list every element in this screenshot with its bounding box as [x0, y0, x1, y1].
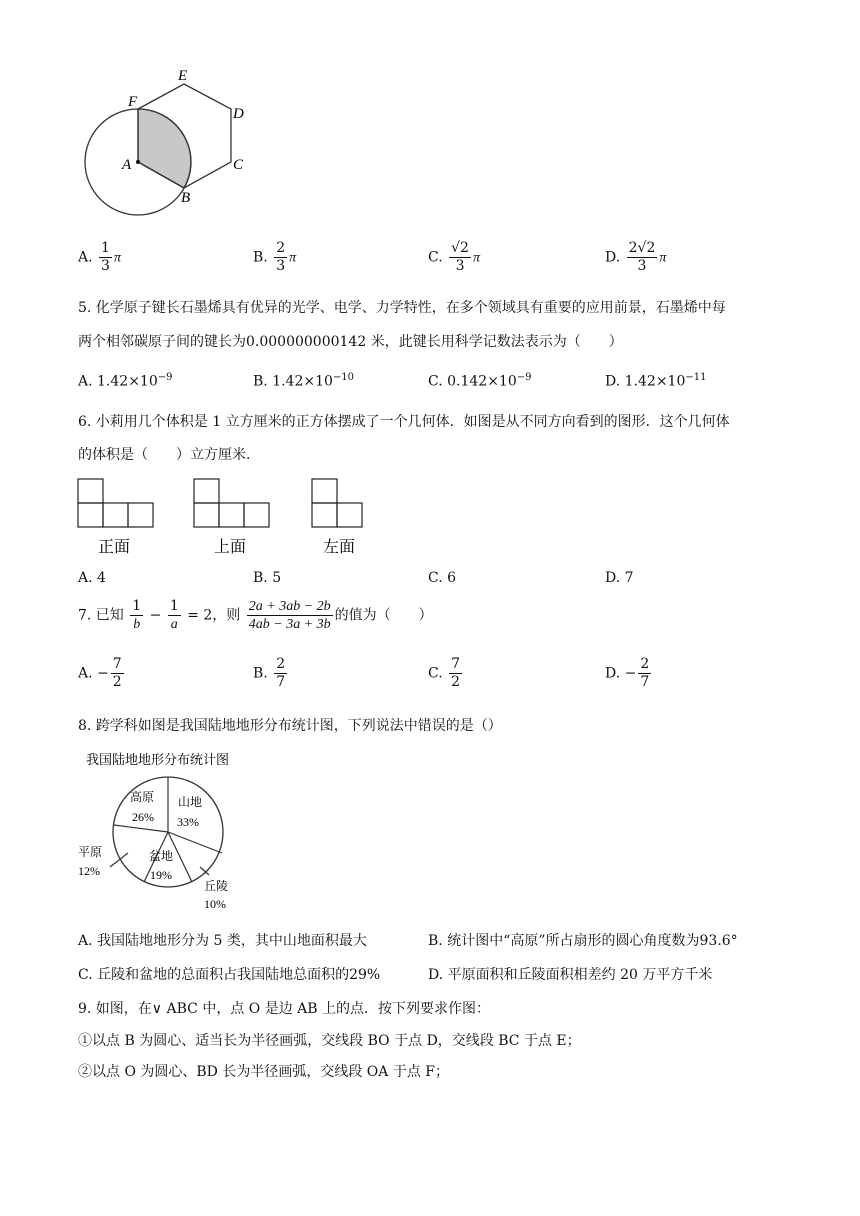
terrain-pie-figure [76, 750, 276, 912]
q6-option-c: C. 6 [428, 570, 457, 586]
q6-option-d: D. 7 [605, 570, 634, 586]
view-top-label: 上面 [214, 539, 247, 556]
q4-option-c: C. $\frac{√2}{3}$ π [428, 240, 480, 274]
q7-option-a: A. − $\frac{7}{2}$ [78, 656, 122, 690]
q8-option-d: D. 平原面积和丘陵面积相差约 20 万平方千米 [428, 967, 713, 983]
q4-option-d: D. $\frac{2√2}{3}$ π [605, 240, 667, 274]
q7-option-c: C. $\frac{7}{2}$ [428, 656, 461, 690]
q5-line1: 5. 化学原子键长石墨烯具有优异的光学、电学、力学特性，在多个领域具有重要的应用前景，石墨烯中每 [78, 300, 726, 316]
pie-label-plain: 平原 [78, 845, 103, 859]
q7-option-d: D. − $\frac{2}{7}$ [605, 656, 650, 690]
q8-option-b: B. 统计图中“高原”所占扇形的圆心角度数为93.6° [428, 933, 738, 949]
q5-option-a: A. $1.42\times 10^{-9}$ [78, 372, 173, 390]
q6-option-a: A. 4 [78, 570, 106, 586]
label-A: A [122, 157, 132, 173]
q6-line1: 6. 小莉用几个体积是 1 立方厘米的正方体摆成了一个几何体．如图是从不同方向看到的图形．这个几何体 [78, 414, 730, 430]
q5-option-c: C. $0.142\times 10^{-9}$ [428, 372, 532, 390]
q8-option-a: A. 我国陆地地形分为 5 类，其中山地面积最大 [78, 933, 367, 949]
pie-title: 我国陆地地形分布统计图 [86, 752, 230, 767]
view-left-label: 左面 [323, 539, 356, 556]
pie-pct-plain: 12% [78, 864, 100, 878]
q5-line2: 两个相邻碳原子间的键长为0.000000000142 米，此键长用科学记数法表示为（ ） [78, 334, 623, 350]
q4-option-b: B. $\frac{2}{3}$ π [253, 240, 297, 274]
q6-line2: 的体积是（ ）立方厘米． [78, 447, 260, 463]
q5-option-b: B. $1.42\times 10^{-10}$ [253, 372, 355, 390]
q4-option-a: A. $\frac{1}{3}$ π [78, 240, 121, 274]
q9-line1: 9. 如图，在∨ ABC 中，点 O 是边 AB 上的点．按下列要求作图： [78, 1001, 491, 1017]
q7-option-b: B. $\frac{2}{7}$ [253, 656, 286, 690]
label-C: C [233, 157, 244, 173]
pie-label-plateau: 高原 [130, 790, 155, 804]
pie-pct-hills: 10% [204, 897, 226, 911]
pie-pct-basin: 19% [150, 868, 172, 882]
view-front-label: 正面 [98, 539, 131, 556]
q7-stem: 7. 已知 $\frac{1}{b}$ − $\frac{1}{a}$ = 2，则 $\frac{2a + 3ab - 2b}{4ab - 3a + 3b}$ 的值为（ ） [78, 598, 433, 632]
label-D: D [233, 106, 244, 122]
q9-line3: ②以点 O 为圆心、BD 长为半径画弧，交线段 OA 于点 F； [78, 1064, 449, 1080]
pie-pct-mountain: 33% [177, 815, 199, 829]
q9-line2: ①以点 B 为圆心、适当长为半径画弧，交线段 BO 于点 D，交线段 BC 于点 E； [78, 1033, 581, 1049]
q5-option-d: D. $1.42\times 10^{-11}$ [605, 372, 707, 390]
pie-label-basin: 盆地 [149, 849, 174, 863]
three-views-figure [76, 476, 376, 558]
pie-label-mountain: 山地 [178, 795, 203, 809]
label-E: E [178, 68, 188, 84]
q6-option-b: B. 5 [253, 570, 282, 586]
pie-label-hills: 丘陵 [204, 879, 229, 893]
q8-option-c: C. 丘陵和盆地的总面积占我国陆地总面积的29% [78, 967, 381, 983]
q8-stem: 8. 跨学科如图是我国陆地地形分布统计图，下列说法中错误的是（） [78, 718, 502, 734]
hexagon-circle-figure [80, 64, 260, 224]
label-F: F [128, 94, 138, 110]
pie-pct-plateau: 26% [132, 810, 154, 824]
label-B: B [181, 190, 191, 206]
